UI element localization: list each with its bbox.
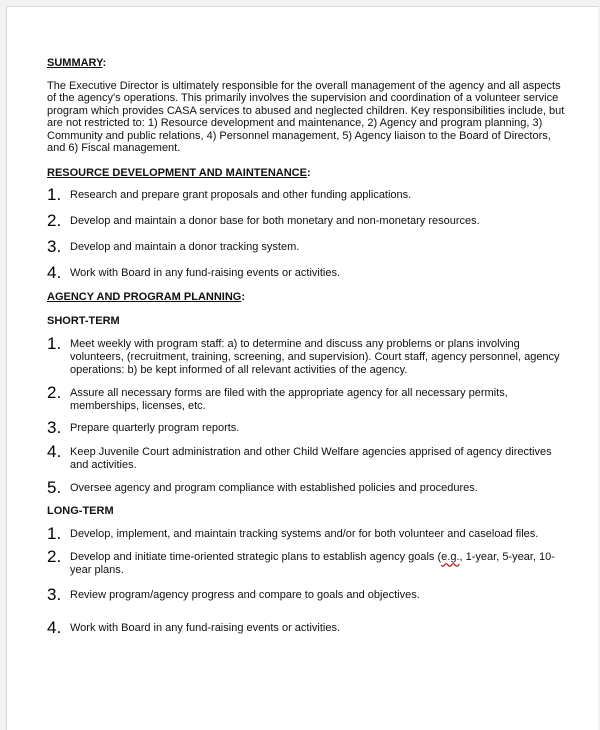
list-number: 4. — [47, 618, 62, 638]
list-text: Oversee agency and program compliance with established policies and procedures. — [70, 482, 478, 495]
list-text: Keep Juvenile Court administration and other Child Welfare agencies apprised of agency directives and activities. — [70, 446, 552, 472]
list-number: 2. — [47, 211, 62, 231]
list-item — [47, 238, 567, 255]
list-item — [47, 264, 567, 281]
list-number: 2. — [47, 547, 62, 567]
resource-heading: RESOURCE DEVELOPMENT AND MAINTENANCE: — [47, 167, 311, 180]
list-text: Assure all necessary forms are filed with the appropriate agency for all necessary permits, memberships, licenses, etc. — [70, 387, 508, 413]
list-text: Work with Board in any fund-raising events or activities. — [70, 267, 341, 280]
list-number: 3. — [47, 585, 62, 605]
list-number: 1. — [47, 524, 62, 544]
list-text: Meet weekly with program staff: a) to determine and discuss any problems or plans involving volunteers, (recruitment, training, screening, and supervision). Court staff, agency personnel, agency operations: b) be kept informed of all relevant activities of the agency. — [70, 338, 560, 377]
list-item — [47, 586, 567, 603]
list-number: 3. — [47, 237, 62, 257]
long-term-list — [47, 525, 567, 636]
list-item — [47, 186, 567, 203]
list-number: 1. — [47, 185, 62, 205]
document-body — [47, 49, 567, 636]
list-number: 4. — [47, 442, 62, 462]
list-item — [47, 525, 567, 542]
summary-heading: SUMMARY: — [47, 57, 107, 69]
list-text: Develop, implement, and maintain tracking systems and/or for both volunteer and caseload files. — [70, 528, 539, 541]
summary-paragraph: The Executive Director is ultimately responsible for the overall management of the agency and all aspects of the agency's operations. This primarily involves the supervision and coordination of a volunteer service program which provides CASA services to abused and neglected children. Key responsibilities include, but are not restricted to: 1) Resource development and maintenance, 2) Agency and program planning, 3) Community and public relations, 4) Personnel management, 5) Agency liaison to the Board of Directors, and 6) Fiscal management. — [47, 80, 565, 155]
list-item — [47, 479, 567, 496]
long-term-heading: LONG-TERM — [47, 505, 114, 518]
list-text: Prepare quarterly program reports. — [70, 422, 240, 435]
list-item — [47, 419, 567, 436]
list-number: 1. — [47, 334, 62, 354]
short-term-heading: SHORT-TERM — [47, 315, 120, 328]
list-text: Review program/agency progress and compare to goals and objectives. — [70, 589, 420, 602]
list-text: Develop and initiate time-oriented strategic plans to establish agency goals (e.g., 1-year, 5-year, 10-year plans. — [70, 551, 555, 577]
list-text: Work with Board in any fund-raising events or activities. — [70, 622, 341, 635]
list-number: 2. — [47, 383, 62, 403]
list-item — [47, 443, 567, 472]
list-number: 3. — [47, 418, 62, 438]
resource-list — [47, 186, 567, 281]
list-text: Develop and maintain a donor base for both monetary and non-monetary resources. — [70, 215, 480, 228]
planning-heading: AGENCY AND PROGRAM PLANNING: — [47, 291, 246, 304]
list-item — [47, 335, 567, 377]
spellcheck-flag: e.g. — [441, 551, 460, 564]
list-number: 4. — [47, 263, 62, 283]
list-item — [47, 212, 567, 229]
list-item — [47, 619, 567, 636]
list-text: Research and prepare grant proposals and other funding applications. — [70, 189, 412, 202]
list-number: 5. — [47, 478, 62, 498]
document-page — [6, 6, 598, 730]
list-item — [47, 384, 567, 413]
short-term-list — [47, 335, 567, 496]
list-item — [47, 548, 567, 577]
list-text: Develop and maintain a donor tracking system. — [70, 241, 300, 254]
